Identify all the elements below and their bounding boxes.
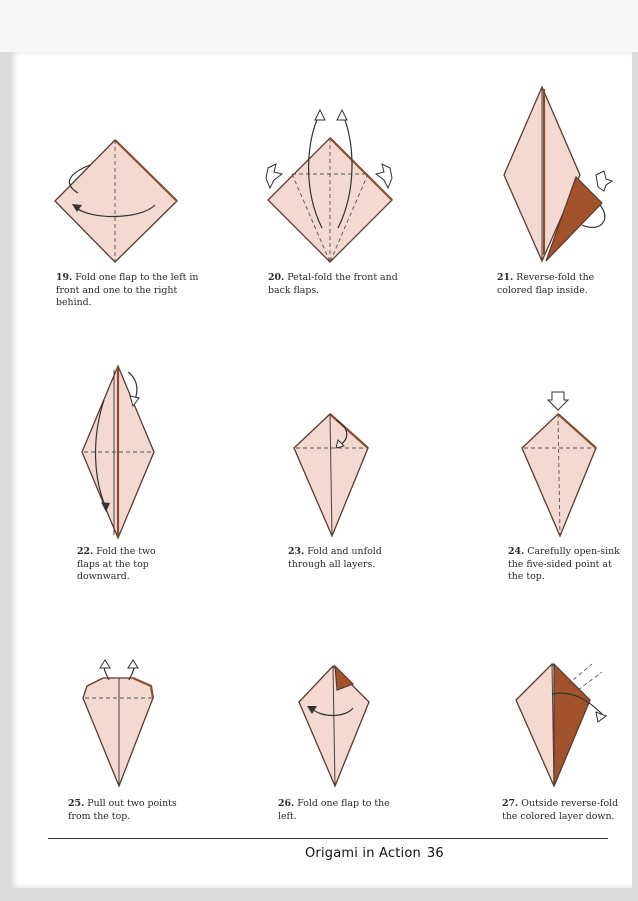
diagram-step-19 xyxy=(50,135,185,265)
caption-step-20: 20. Petal-fold the front and back flaps. xyxy=(268,272,398,296)
footer-rule xyxy=(48,838,608,839)
caption-step-22: 22. Fold the two flaps at the top downward. xyxy=(77,546,156,582)
diagram-step-27 xyxy=(512,660,612,790)
page-footer xyxy=(305,846,444,861)
caption-step-25: 25. Pull out two points from the top. xyxy=(68,798,177,822)
diagram-step-26 xyxy=(293,662,378,792)
caption-step-27: 27. Outside reverse-fold the colored layer down. xyxy=(502,798,619,822)
diagram-step-22 xyxy=(76,360,166,545)
caption-step-23: 23. Fold and unfold through all layers. xyxy=(288,546,382,570)
caption-step-26: 26. Fold one flap to the left. xyxy=(278,798,390,822)
diagram-step-24 xyxy=(518,388,603,543)
diagram-step-25 xyxy=(75,658,165,793)
book-title: Origami in Action xyxy=(305,846,421,861)
page-number: 36 xyxy=(426,846,444,861)
diagram-step-23 xyxy=(290,410,375,540)
top-band xyxy=(0,0,638,52)
caption-step-24: 24. Carefully open-sink the five-sided point at the top. xyxy=(508,546,620,582)
diagram-step-21 xyxy=(500,85,620,265)
caption-step-21: 21. Reverse-fold the colored flap inside. xyxy=(497,272,595,296)
diagram-step-20 xyxy=(262,108,402,268)
caption-step-19: 19. Fold one flap to the left in front and one to the right behind. xyxy=(56,272,199,308)
